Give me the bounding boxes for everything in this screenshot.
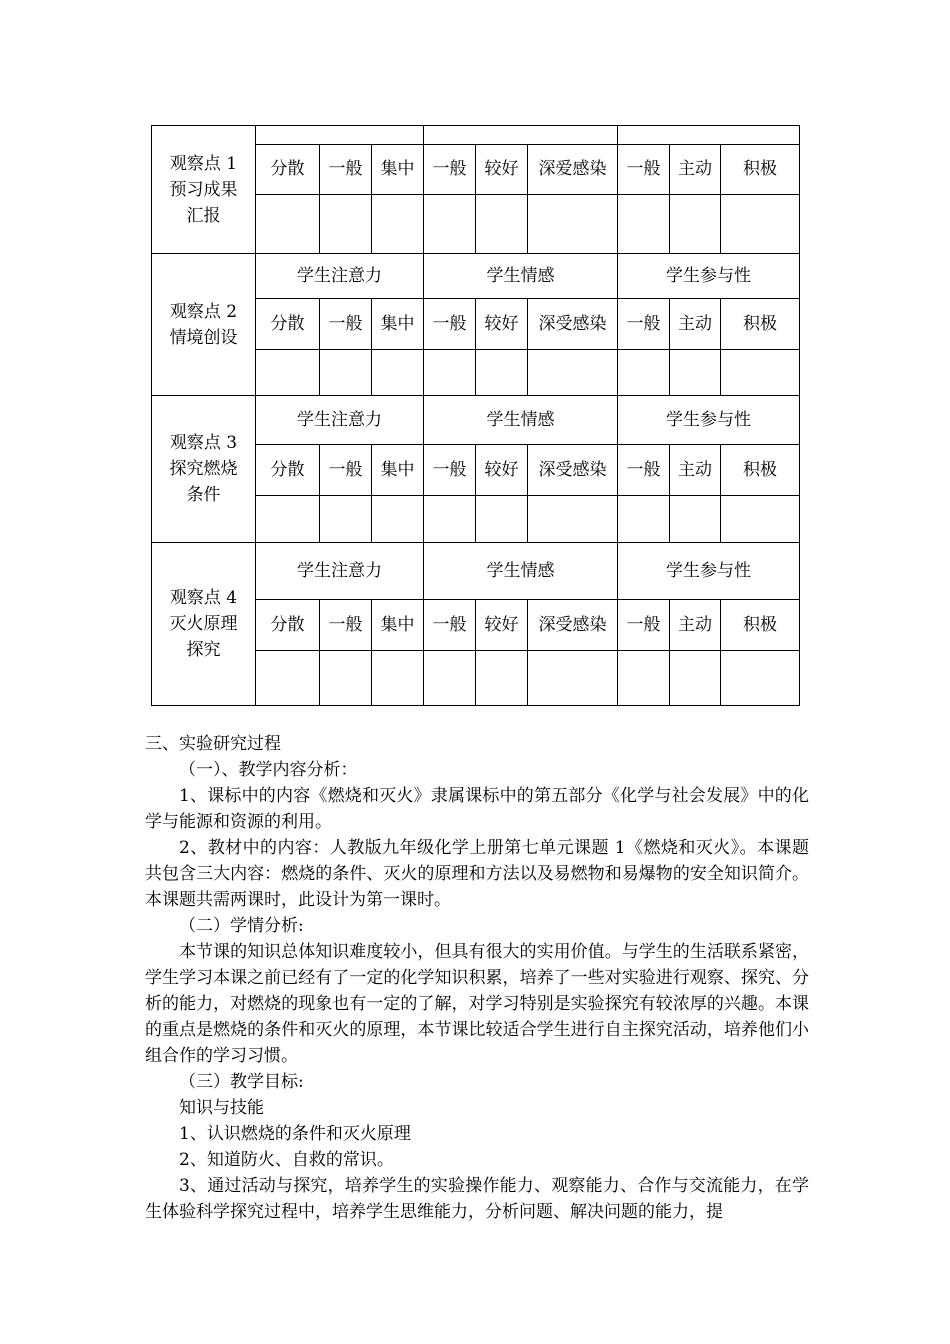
rating-cell: 分散	[256, 299, 320, 350]
rating-cell: 较好	[476, 145, 528, 195]
mark-cell	[528, 496, 618, 543]
rating-cell: 分散	[256, 445, 320, 496]
mark-cell	[618, 651, 670, 706]
paragraph: 2、知道防火、自救的常识。	[179, 1150, 394, 1170]
group-header: 学生注意力	[256, 396, 424, 445]
group-header: 学生情感	[424, 254, 618, 299]
paragraph: 1、认识燃烧的条件和灭火原理	[179, 1124, 411, 1144]
rating-cell: 一般	[320, 600, 372, 651]
rating-cell: 分散	[256, 145, 320, 195]
table-row	[152, 543, 800, 600]
rating-cell: 一般	[320, 445, 372, 496]
rating-cell: 集中	[372, 445, 424, 496]
rating-cell: 一般	[320, 145, 372, 195]
table-row	[152, 396, 800, 445]
group-header: 学生注意力	[256, 543, 424, 600]
rating-cell: 深爱感染	[528, 145, 618, 195]
rating-cell: 主动	[670, 600, 721, 651]
table-row	[152, 126, 800, 145]
rating-cell: 主动	[670, 145, 721, 195]
group-header: 学生情感	[424, 396, 618, 445]
rating-cell: 深受感染	[528, 600, 618, 651]
subsection-heading: （三）教学目标:	[179, 1072, 304, 1092]
rating-cell: 主动	[670, 445, 721, 496]
mark-cell	[424, 496, 476, 543]
rating-cell: 积极	[721, 600, 800, 651]
rating-cell: 集中	[372, 145, 424, 195]
rating-cell: 一般	[320, 299, 372, 350]
paragraph: 1、课标中的内容《燃烧和灭火》隶属课标中的第五部分《化学与社会发展》中的化学与能源和资源的利用。	[145, 786, 809, 832]
mark-cell	[721, 651, 800, 706]
document-body	[145, 731, 809, 1225]
group-header	[424, 126, 618, 145]
rating-cell: 一般	[424, 145, 476, 195]
mark-cell	[618, 350, 670, 396]
mark-cell	[721, 195, 800, 254]
group-header	[618, 126, 800, 145]
mark-cell	[528, 195, 618, 254]
rating-cell: 较好	[476, 445, 528, 496]
mark-cell	[670, 651, 721, 706]
mark-cell	[670, 496, 721, 543]
mark-cell	[320, 496, 372, 543]
mark-cell	[476, 195, 528, 254]
observation-point-label: 观察点 4 灭火原理 探究	[152, 543, 256, 706]
rating-cell: 一般	[618, 600, 670, 651]
mark-cell	[320, 195, 372, 254]
mark-cell	[476, 496, 528, 543]
mark-cell	[424, 195, 476, 254]
mark-cell	[618, 496, 670, 543]
mark-cell	[476, 350, 528, 396]
mark-cell	[618, 195, 670, 254]
mark-cell	[256, 651, 320, 706]
paragraph: 2、教材中的内容：人教版九年级化学上册第七单元课题 1《燃烧和灭火》。本课题共包含三大内容：燃烧的条件、灭火的原理和方法以及易燃物和易爆物的安全知识简介。本课题共需两课时，此设计为第一课时。	[145, 838, 809, 910]
subsection-heading: （一）、教学内容分析：	[179, 760, 358, 780]
mark-cell	[320, 350, 372, 396]
group-header	[256, 126, 424, 145]
mark-cell	[372, 350, 424, 396]
rating-cell: 较好	[476, 299, 528, 350]
rating-cell: 分散	[256, 600, 320, 651]
group-header: 学生参与性	[618, 543, 800, 600]
mark-cell	[372, 195, 424, 254]
rating-cell: 一般	[618, 445, 670, 496]
rating-cell: 一般	[424, 445, 476, 496]
mark-cell	[528, 350, 618, 396]
mark-cell	[372, 651, 424, 706]
mark-cell	[256, 195, 320, 254]
rating-cell: 积极	[721, 145, 800, 195]
rating-cell: 集中	[372, 299, 424, 350]
group-header: 学生参与性	[618, 254, 800, 299]
mark-cell	[424, 651, 476, 706]
section-heading: 三、实验研究过程	[145, 734, 281, 754]
rating-cell: 一般	[618, 145, 670, 195]
mark-cell	[256, 350, 320, 396]
rating-cell: 较好	[476, 600, 528, 651]
rating-cell: 积极	[721, 445, 800, 496]
group-header: 学生参与性	[618, 396, 800, 445]
mark-cell	[424, 350, 476, 396]
mark-cell	[372, 496, 424, 543]
rating-cell: 一般	[424, 600, 476, 651]
rating-cell: 一般	[424, 299, 476, 350]
group-header: 学生情感	[424, 543, 618, 600]
mark-cell	[721, 350, 800, 396]
subsection-heading: （二）学情分析:	[179, 916, 304, 936]
mark-cell	[476, 651, 528, 706]
paragraph: 本节课的知识总体知识难度较小，但具有很大的实用价值。与学生的生活联系紧密，学生学习本课之前已经有了一定的化学知识积累，培养了一些对实验进行观察、探究、分析的能力，对燃烧的现象也有一定的了解，对学习特别是实验探究有较浓厚的兴趣。本课的重点是燃烧的条件和灭火的原理，本节课比较适合学生进行自主探究活动，培养他们小组合作的学习习惯。	[145, 942, 809, 1066]
paragraph: 3、通过活动与探究，培养学生的实验操作能力、观察能力、合作与交流能力，在学生体验科学探究过程中，培养学生思维能力，分析问题、解决问题的能力，提	[145, 1176, 809, 1222]
mark-cell	[721, 496, 800, 543]
rating-cell: 一般	[618, 299, 670, 350]
rating-cell: 集中	[372, 600, 424, 651]
mark-cell	[256, 496, 320, 543]
rating-cell: 积极	[721, 299, 800, 350]
observation-table	[151, 125, 800, 706]
mark-cell	[670, 195, 721, 254]
rating-cell: 深受感染	[528, 299, 618, 350]
rating-cell: 主动	[670, 299, 721, 350]
observation-point-label: 观察点 1 预习成果 汇报	[152, 126, 256, 254]
rating-cell: 深受感染	[528, 445, 618, 496]
mark-cell	[528, 651, 618, 706]
subsection-heading: 知识与技能	[179, 1098, 264, 1118]
table-row	[152, 254, 800, 299]
observation-point-label: 观察点 2 情境创设	[152, 254, 256, 396]
group-header: 学生注意力	[256, 254, 424, 299]
mark-cell	[320, 651, 372, 706]
mark-cell	[670, 350, 721, 396]
observation-point-label: 观察点 3 探究燃烧 条件	[152, 396, 256, 543]
